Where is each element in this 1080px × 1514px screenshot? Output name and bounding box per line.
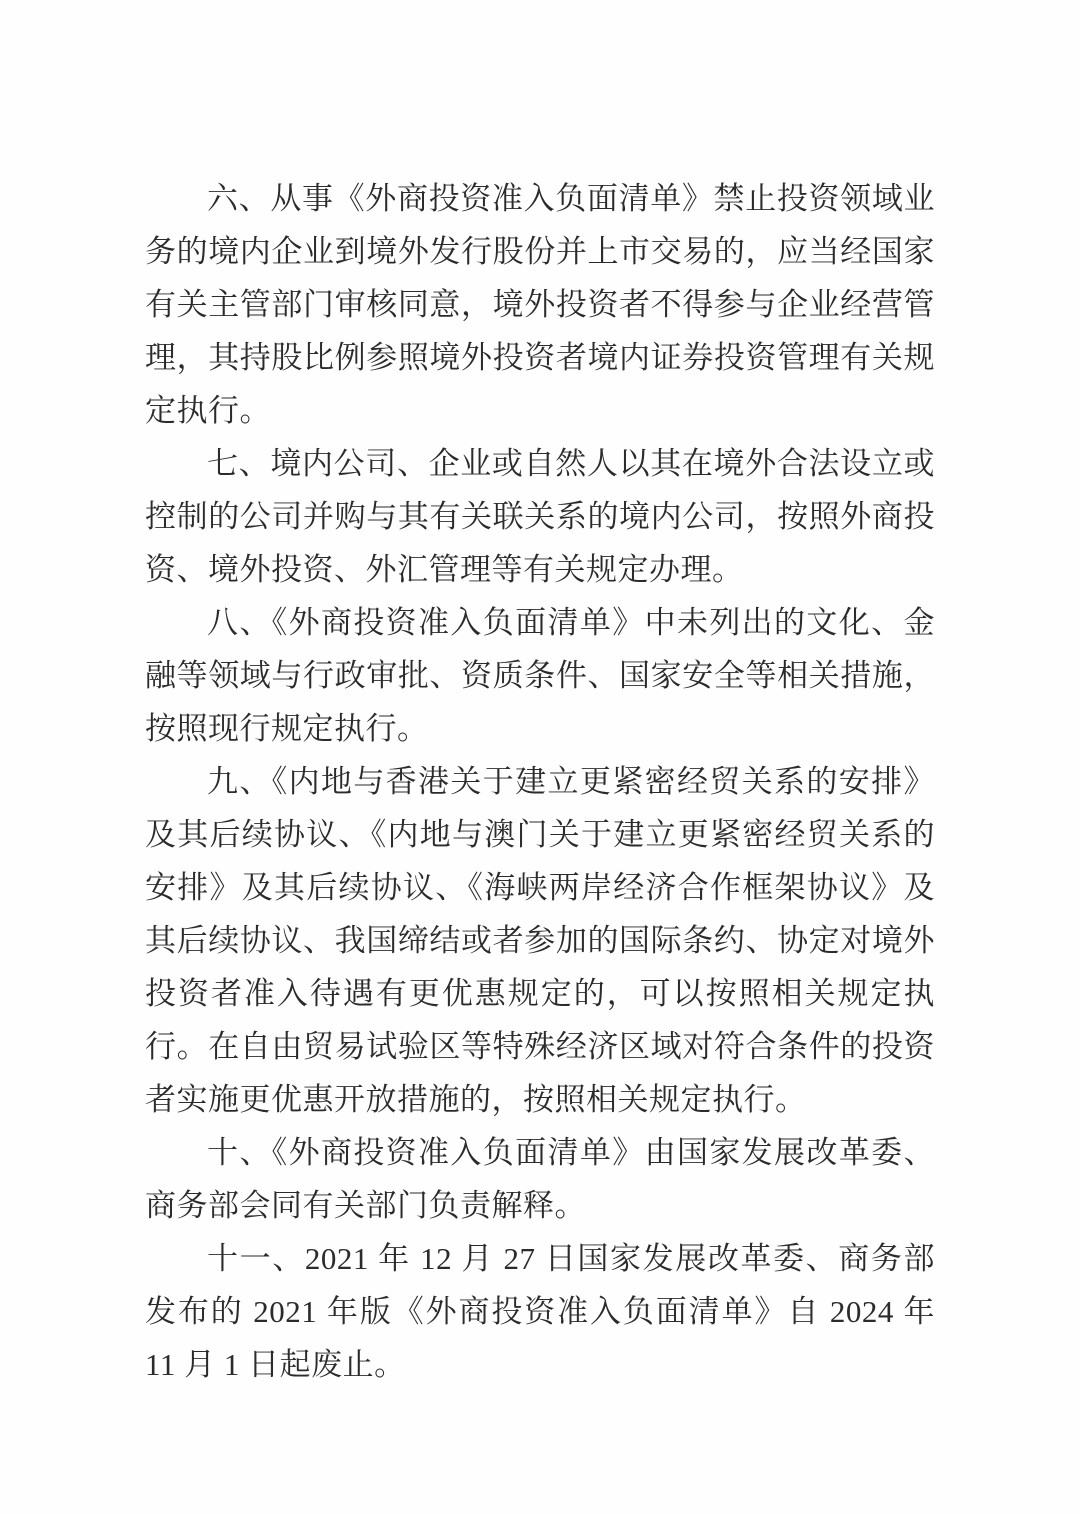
paragraph-item-11: 十一、2021 年 12 月 27 日国家发展改革委、商务部发布的 2021 年版《外商投资准入负面清单》自 2024 年 11 月 1 日起废止。 [145,1241,935,1382]
paragraph-item-7: 七、境内公司、企业或自然人以其在境外合法设立或控制的公司并购与其有关联关系的境内公司，按照外商投资、境外投资、外汇管理等有关规定办理。 [145,446,935,587]
paragraph-item-6: 六、从事《外商投资准入负面清单》禁止投资领域业务的境内企业到境外发行股份并上市交易的，应当经国家有关主管部门审核同意，境外投资者不得参与企业经营管理，其持股比例参照境外投资者境内证券投资管理有关规定执行。 [145,181,935,428]
document-body [145,172,935,1391]
paragraph-item-10: 十、《外商投资准入负面清单》由国家发展改革委、商务部会同有关部门负责解释。 [145,1135,935,1223]
paragraph-item-8: 八、《外商投资准入负面清单》中未列出的文化、金融等领域与行政审批、资质条件、国家安全等相关措施，按照现行规定执行。 [145,605,935,746]
paragraph-item-9: 九、《内地与香港关于建立更紧密经贸关系的安排》及其后续协议、《内地与澳门关于建立更紧密经贸关系的安排》及其后续协议、《海峡两岸经济合作框架协议》及其后续协议、我国缔结或者参加的国际条约、协定对境外投资者准入待遇有更优惠规定的，可以按照相关规定执行。在自由贸易试验区等特殊经济区域对符合条件的投资者实施更优惠开放措施的，按照相关规定执行。 [145,764,935,1117]
